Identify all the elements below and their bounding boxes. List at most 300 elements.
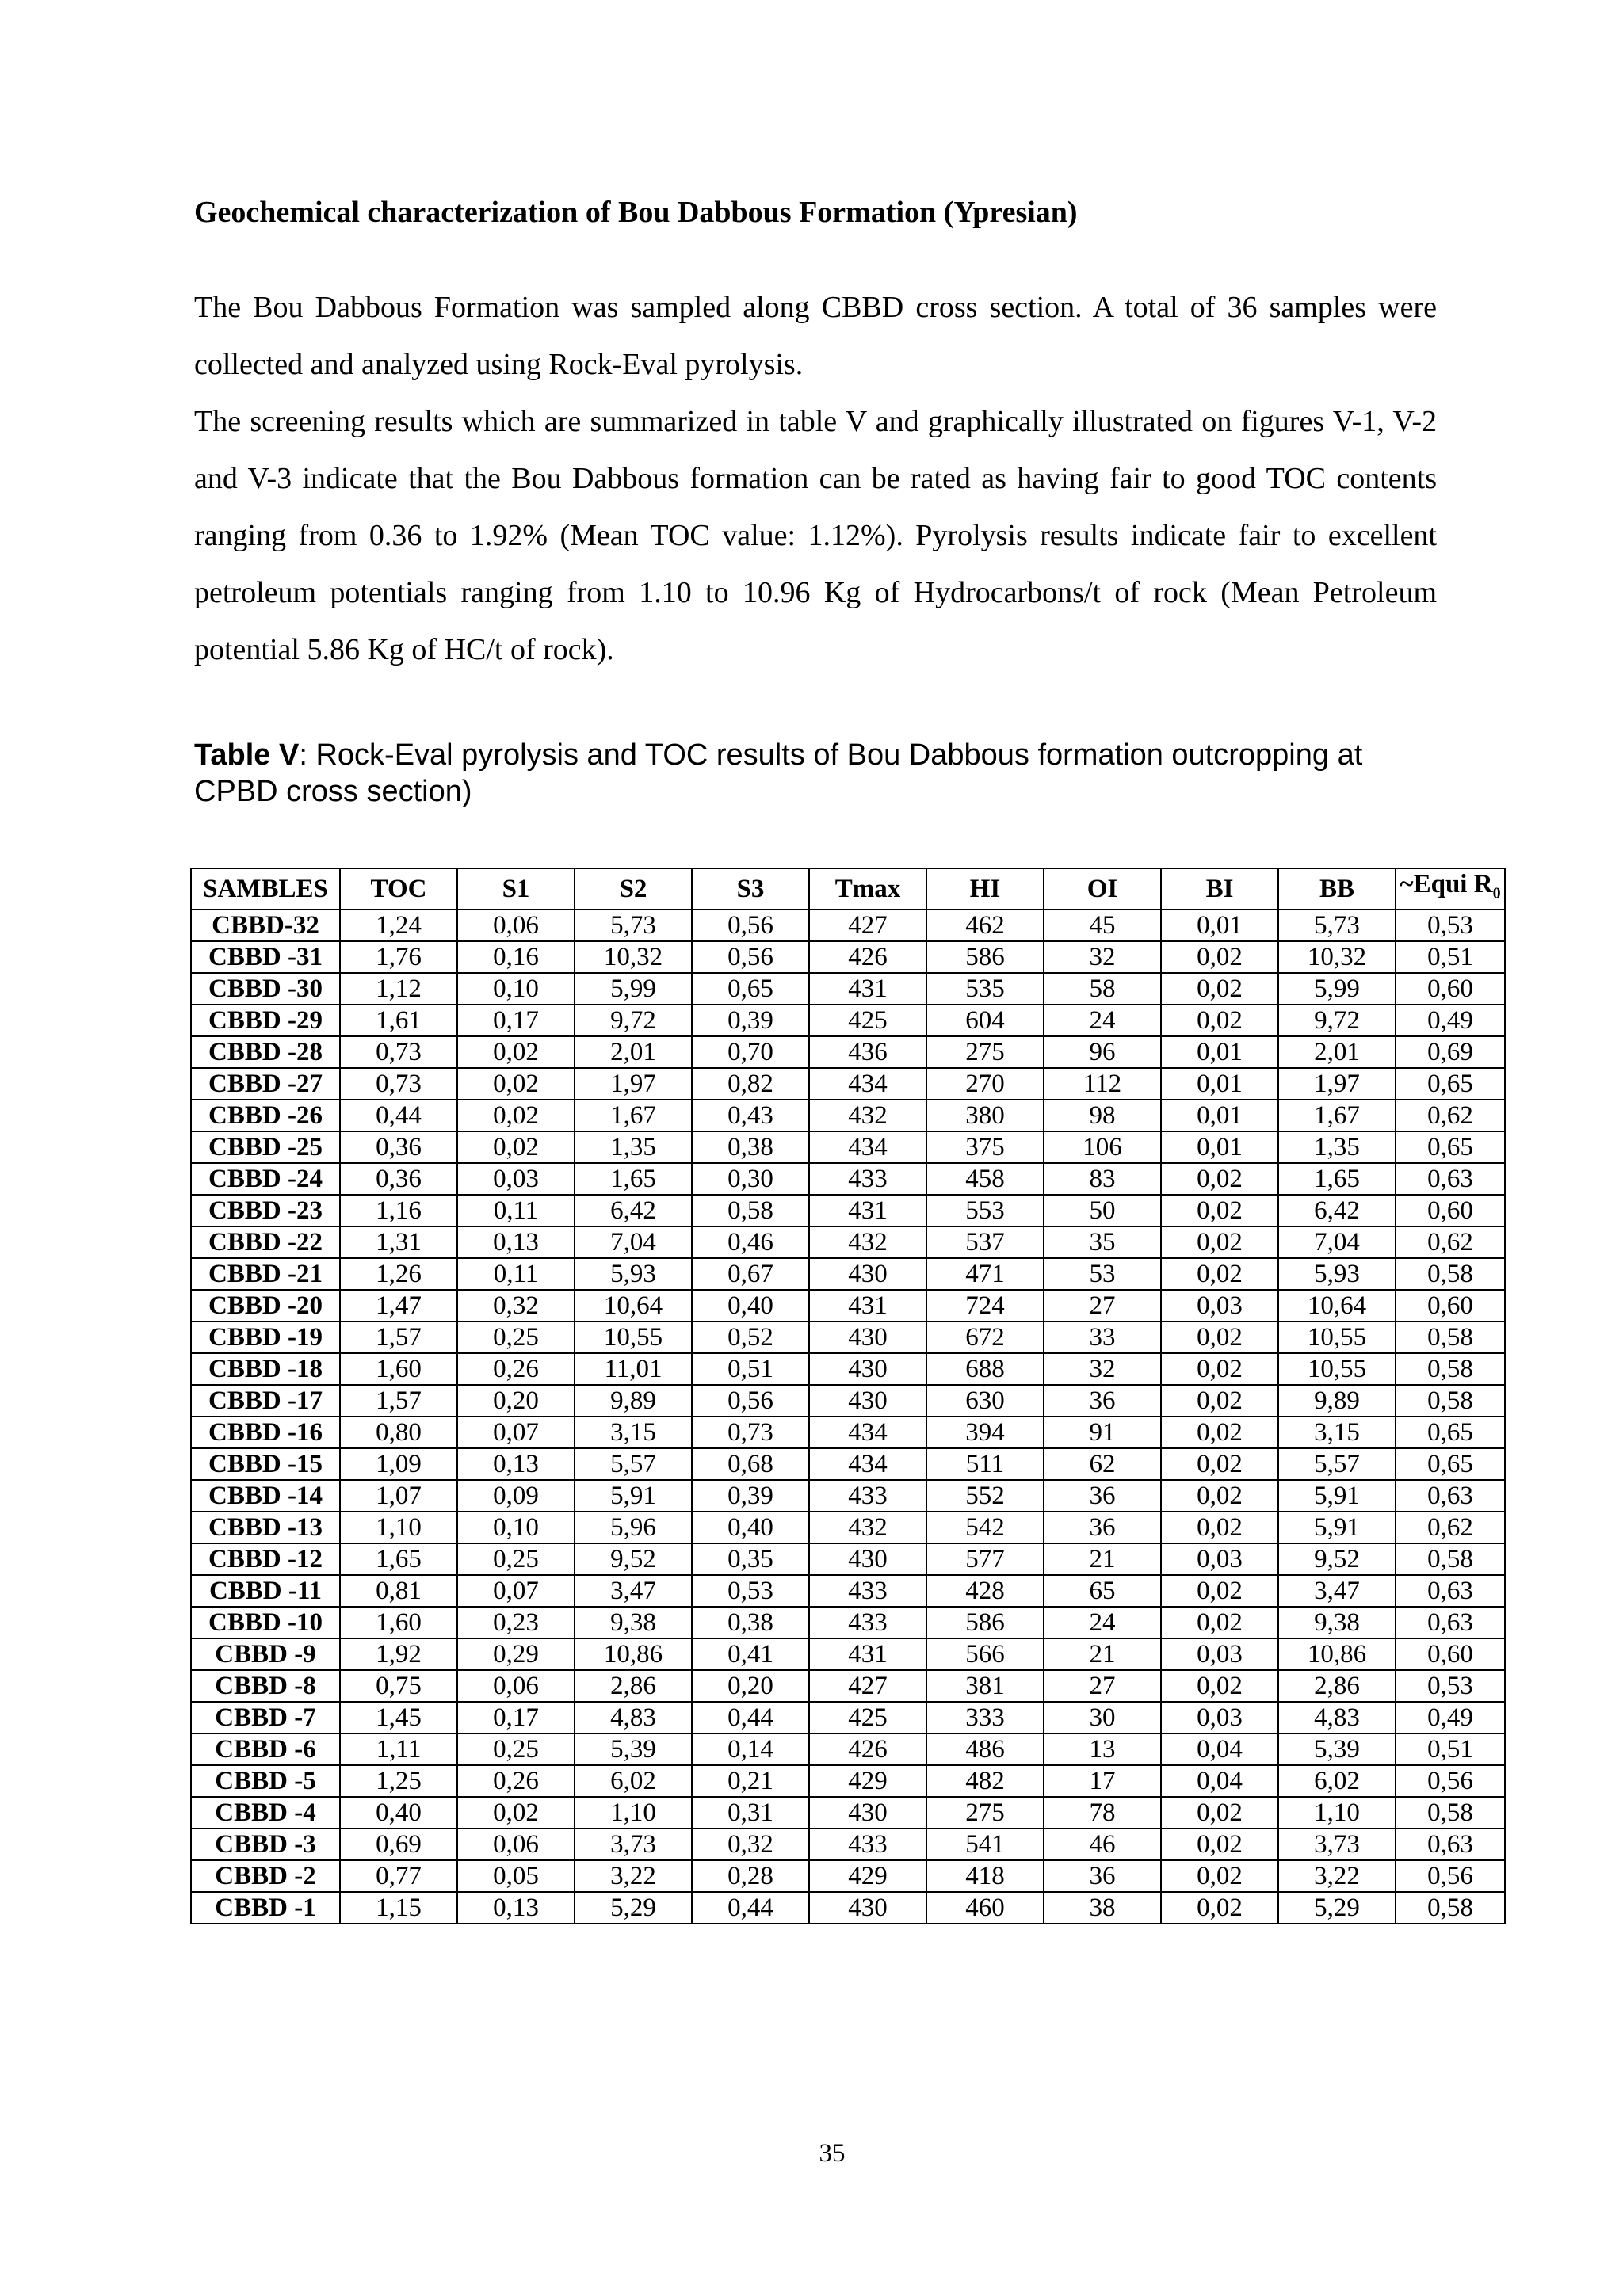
table-cell: 5,39 [1278, 1733, 1396, 1765]
table-cell: 433 [809, 1480, 926, 1512]
table-cell: 6,02 [575, 1765, 692, 1797]
header-cell: S3 [692, 868, 809, 910]
sample-id-cell: CBBD -22 [191, 1226, 340, 1258]
table-cell: 0,63 [1396, 1480, 1505, 1512]
table-cell: 0,58 [1396, 1543, 1505, 1575]
table-cell: 0,73 [340, 1068, 457, 1100]
table-cell: 1,12 [340, 973, 457, 1005]
table-cell: 418 [926, 1860, 1044, 1892]
table-row [191, 1512, 1505, 1543]
table-cell: 6,42 [1278, 1195, 1396, 1226]
table-cell: 0,10 [457, 1512, 575, 1543]
table-cell: 0,02 [457, 1068, 575, 1100]
table-cell: 5,39 [575, 1733, 692, 1765]
table-cell: 380 [926, 1100, 1044, 1131]
table-cell: 0,29 [457, 1638, 575, 1670]
table-cell: 0,40 [692, 1512, 809, 1543]
table-cell: 433 [809, 1607, 926, 1638]
table-cell: 0,01 [1161, 1068, 1278, 1100]
table-cell: 0,09 [457, 1480, 575, 1512]
table-cell: 0,44 [692, 1892, 809, 1924]
table-cell: 275 [926, 1036, 1044, 1068]
sample-id-cell: CBBD -18 [191, 1353, 340, 1385]
sample-id-cell: CBBD -21 [191, 1258, 340, 1290]
table-cell: 38 [1044, 1892, 1161, 1924]
header-cell: S1 [457, 868, 575, 910]
table-cell: 1,92 [340, 1638, 457, 1670]
table-cell: 0,53 [1396, 910, 1505, 941]
table-cell: 552 [926, 1480, 1044, 1512]
table-cell: 33 [1044, 1322, 1161, 1353]
table-cell: 429 [809, 1860, 926, 1892]
table-row [191, 1829, 1505, 1860]
table-cell: 10,55 [575, 1322, 692, 1353]
table-cell: 11,01 [575, 1353, 692, 1385]
table-cell: 96 [1044, 1036, 1161, 1068]
table-cell: 32 [1044, 941, 1161, 973]
table-cell: 434 [809, 1068, 926, 1100]
table-cell: 0,13 [457, 1226, 575, 1258]
table-cell: 434 [809, 1131, 926, 1163]
table-cell: 9,72 [1278, 1005, 1396, 1036]
table-cell: 0,51 [692, 1353, 809, 1385]
sample-id-cell: CBBD -20 [191, 1290, 340, 1322]
table-cell: 36 [1044, 1512, 1161, 1543]
table-cell: 0,01 [1161, 1131, 1278, 1163]
table-cell: 5,91 [575, 1480, 692, 1512]
table-cell: 0,69 [340, 1829, 457, 1860]
table-cell: 394 [926, 1417, 1044, 1448]
table-cell: 5,73 [1278, 910, 1396, 941]
table-cell: 0,65 [1396, 1448, 1505, 1480]
table-cell: 430 [809, 1892, 926, 1924]
table-cell: 50 [1044, 1195, 1161, 1226]
table-cell: 0,62 [1396, 1100, 1505, 1131]
table-cell: 0,25 [457, 1322, 575, 1353]
sample-id-cell: CBBD -4 [191, 1797, 340, 1829]
table-cell: 0,38 [692, 1607, 809, 1638]
table-cell: 688 [926, 1353, 1044, 1385]
table-cell: 0,49 [1396, 1005, 1505, 1036]
sample-id-cell: CBBD -1 [191, 1892, 340, 1924]
table-cell: 5,29 [1278, 1892, 1396, 1924]
table-cell: 432 [809, 1512, 926, 1543]
table-cell: 0,02 [1161, 1829, 1278, 1860]
table-cell: 0,77 [340, 1860, 457, 1892]
table-cell: 10,55 [1278, 1353, 1396, 1385]
table-cell: 3,15 [575, 1417, 692, 1448]
table-cell: 604 [926, 1005, 1044, 1036]
table-cell: 36 [1044, 1860, 1161, 1892]
table-cell: 1,07 [340, 1480, 457, 1512]
sample-id-cell: CBBD -8 [191, 1670, 340, 1702]
table-row [191, 1670, 1505, 1702]
table-cell: 0,38 [692, 1131, 809, 1163]
table-cell: 425 [809, 1005, 926, 1036]
sample-id-cell: CBBD -10 [191, 1607, 340, 1638]
table-cell: 5,91 [1278, 1480, 1396, 1512]
table-cell: 7,04 [575, 1226, 692, 1258]
table-cell: 1,97 [575, 1068, 692, 1100]
page-number: 35 [819, 2139, 846, 2168]
table-cell: 0,02 [1161, 1195, 1278, 1226]
table-cell: 434 [809, 1448, 926, 1480]
rock-eval-table [190, 868, 1506, 1924]
table-cell: 431 [809, 1638, 926, 1670]
paragraph: The Bou Dabbous Formation was sampled along CBBD cross section. A total of 36 samples were collected and analyzed using Rock-Eval pyrolysis. [194, 291, 1437, 381]
table-cell: 0,02 [1161, 1797, 1278, 1829]
sample-id-cell: CBBD -28 [191, 1036, 340, 1068]
table-cell: 1,45 [340, 1702, 457, 1733]
table-cell: 0,02 [1161, 973, 1278, 1005]
table-cell: 30 [1044, 1702, 1161, 1733]
sample-id-cell: CBBD -31 [191, 941, 340, 973]
table-cell: 0,17 [457, 1005, 575, 1036]
table-row [191, 1100, 1505, 1131]
table-cell: 53 [1044, 1258, 1161, 1290]
table-cell: 0,58 [1396, 1385, 1505, 1417]
table-cell: 9,38 [575, 1607, 692, 1638]
sample-id-cell: CBBD -13 [191, 1512, 340, 1543]
table-cell: 1,65 [340, 1543, 457, 1575]
table-cell: 0,58 [1396, 1892, 1505, 1924]
table-cell: 1,67 [1278, 1100, 1396, 1131]
table-cell: 1,10 [340, 1512, 457, 1543]
table-cell: 0,25 [457, 1733, 575, 1765]
table-cell: 6,02 [1278, 1765, 1396, 1797]
table-cell: 553 [926, 1195, 1044, 1226]
table-cell: 275 [926, 1797, 1044, 1829]
table-cell: 10,86 [575, 1638, 692, 1670]
table-cell: 630 [926, 1385, 1044, 1417]
table-cell: 0,81 [340, 1575, 457, 1607]
table-cell: 0,43 [692, 1100, 809, 1131]
table-row [191, 1860, 1505, 1892]
sample-id-cell: CBBD -7 [191, 1702, 340, 1733]
sample-id-cell: CBBD -29 [191, 1005, 340, 1036]
table-cell: 0,40 [692, 1290, 809, 1322]
table-cell: 106 [1044, 1131, 1161, 1163]
table-cell: 5,57 [575, 1448, 692, 1480]
table-cell: 9,38 [1278, 1607, 1396, 1638]
table-cell: 1,47 [340, 1290, 457, 1322]
table-cell: 333 [926, 1702, 1044, 1733]
table-cell: 0,63 [1396, 1575, 1505, 1607]
table-cell: 0,53 [692, 1575, 809, 1607]
table-cell: 3,47 [575, 1575, 692, 1607]
sample-id-cell: CBBD -5 [191, 1765, 340, 1797]
table-cell: 434 [809, 1417, 926, 1448]
table-cell: 9,52 [575, 1543, 692, 1575]
table-row [191, 1702, 1505, 1733]
table-cell: 98 [1044, 1100, 1161, 1131]
table-cell: 460 [926, 1892, 1044, 1924]
table-row [191, 1417, 1505, 1448]
table-cell: 537 [926, 1226, 1044, 1258]
table-cell: 62 [1044, 1448, 1161, 1480]
table-cell: 10,32 [575, 941, 692, 973]
table-cell: 1,60 [340, 1353, 457, 1385]
table-caption-text: : Rock-Eval pyrolysis and TOC results of Bou Dabbous formation outcropping at CPBD cross section) [194, 738, 1363, 808]
table-row [191, 910, 1505, 941]
table-cell: 9,89 [575, 1385, 692, 1417]
table-cell: 21 [1044, 1543, 1161, 1575]
table-cell: 1,25 [340, 1765, 457, 1797]
table-cell: 0,63 [1396, 1607, 1505, 1638]
table-cell: 0,02 [1161, 1163, 1278, 1195]
table-cell: 0,02 [1161, 1448, 1278, 1480]
table-cell: 0,31 [692, 1797, 809, 1829]
table-cell: 427 [809, 910, 926, 941]
table-cell: 24 [1044, 1607, 1161, 1638]
table-cell: 1,10 [1278, 1797, 1396, 1829]
table-cell: 0,52 [692, 1322, 809, 1353]
sample-id-cell: CBBD -6 [191, 1733, 340, 1765]
table-row [191, 973, 1505, 1005]
table-cell: 0,13 [457, 1448, 575, 1480]
header-cell: TOC [340, 868, 457, 910]
table-cell: 426 [809, 941, 926, 973]
table-cell: 4,83 [1278, 1702, 1396, 1733]
table-cell: 0,65 [1396, 1417, 1505, 1448]
table-cell: 0,32 [457, 1290, 575, 1322]
table-cell: 433 [809, 1575, 926, 1607]
table-cell: 482 [926, 1765, 1044, 1797]
table-row [191, 1353, 1505, 1385]
table-cell: 433 [809, 1163, 926, 1195]
sample-id-cell: CBBD -9 [191, 1638, 340, 1670]
table-cell: 0,20 [692, 1670, 809, 1702]
table-cell: 0,02 [1161, 1385, 1278, 1417]
sample-id-cell: CBBD -15 [191, 1448, 340, 1480]
table-cell: 78 [1044, 1797, 1161, 1829]
sample-id-cell: CBBD -25 [191, 1131, 340, 1163]
table-cell: 10,64 [575, 1290, 692, 1322]
table-cell: 0,01 [1161, 1036, 1278, 1068]
table-cell: 0,02 [1161, 1417, 1278, 1448]
table-cell: 0,02 [457, 1036, 575, 1068]
table-cell: 0,56 [1396, 1860, 1505, 1892]
table-cell: 0,13 [457, 1892, 575, 1924]
sample-id-cell: CBBD -16 [191, 1417, 340, 1448]
sample-id-cell: CBBD -14 [191, 1480, 340, 1512]
table-row [191, 1892, 1505, 1924]
table-cell: 2,01 [575, 1036, 692, 1068]
table-cell: 431 [809, 1290, 926, 1322]
table-cell: 462 [926, 910, 1044, 941]
table-cell: 375 [926, 1131, 1044, 1163]
body-text [194, 279, 1437, 678]
table-cell: 0,69 [1396, 1036, 1505, 1068]
table-cell: 0,73 [340, 1036, 457, 1068]
table-cell: 586 [926, 941, 1044, 973]
table-cell: 0,58 [1396, 1258, 1505, 1290]
table-cell: 0,03 [1161, 1290, 1278, 1322]
table-cell: 672 [926, 1322, 1044, 1353]
table-cell: 430 [809, 1385, 926, 1417]
table-cell: 0,06 [457, 1829, 575, 1860]
table-row [191, 1036, 1505, 1068]
table-cell: 0,02 [1161, 1607, 1278, 1638]
table-row [191, 1638, 1505, 1670]
header-cell: BB [1278, 868, 1396, 910]
sample-id-cell: CBBD-32 [191, 910, 340, 941]
table-cell: 0,06 [457, 1670, 575, 1702]
table-cell: 0,82 [692, 1068, 809, 1100]
table-cell: 3,22 [575, 1860, 692, 1892]
table-cell: 471 [926, 1258, 1044, 1290]
table-cell: 2,86 [575, 1670, 692, 1702]
table-cell: 0,60 [1396, 1290, 1505, 1322]
table-row [191, 1322, 1505, 1353]
table-cell: 0,46 [692, 1226, 809, 1258]
table-cell: 1,24 [340, 910, 457, 941]
table-cell: 0,03 [1161, 1543, 1278, 1575]
table-cell: 1,10 [575, 1797, 692, 1829]
table-cell: 428 [926, 1575, 1044, 1607]
table-cell: 5,29 [575, 1892, 692, 1924]
table-cell: 0,28 [692, 1860, 809, 1892]
table-cell: 425 [809, 1702, 926, 1733]
table-cell: 427 [809, 1670, 926, 1702]
table-cell: 36 [1044, 1385, 1161, 1417]
table-cell: 724 [926, 1290, 1044, 1322]
table-cell: 0,07 [457, 1417, 575, 1448]
table-cell: 0,26 [457, 1353, 575, 1385]
table-cell: 270 [926, 1068, 1044, 1100]
table-cell: 10,55 [1278, 1322, 1396, 1353]
table-cell: 430 [809, 1543, 926, 1575]
table-cell: 1,35 [1278, 1131, 1396, 1163]
table-cell: 0,39 [692, 1005, 809, 1036]
table-cell: 0,60 [1396, 1638, 1505, 1670]
table-cell: 0,44 [340, 1100, 457, 1131]
table-cell: 1,31 [340, 1226, 457, 1258]
table-cell: 0,32 [692, 1829, 809, 1860]
table-row [191, 1797, 1505, 1829]
header-cell [1396, 868, 1505, 910]
table-cell: 0,39 [692, 1480, 809, 1512]
table-cell: 5,93 [575, 1258, 692, 1290]
table-cell: 0,14 [692, 1733, 809, 1765]
table-cell: 431 [809, 973, 926, 1005]
table-cell: 0,06 [457, 910, 575, 941]
table-row [191, 1607, 1505, 1638]
table-body [191, 910, 1505, 1924]
header-cell-subscript: 0 [1492, 884, 1501, 902]
table-row [191, 1258, 1505, 1290]
table-cell: 431 [809, 1195, 926, 1226]
table-cell: 566 [926, 1638, 1044, 1670]
table-cell: 1,57 [340, 1385, 457, 1417]
table-cell: 0,36 [340, 1163, 457, 1195]
sample-id-cell: CBBD -19 [191, 1322, 340, 1353]
header-cell: Tmax [809, 868, 926, 910]
table-cell: 0,03 [457, 1163, 575, 1195]
table-cell: 0,02 [1161, 1512, 1278, 1543]
table-cell: 9,72 [575, 1005, 692, 1036]
table-cell: 0,67 [692, 1258, 809, 1290]
table-cell: 0,02 [1161, 1322, 1278, 1353]
table-cell: 9,52 [1278, 1543, 1396, 1575]
table-cell: 1,61 [340, 1005, 457, 1036]
table-cell: 0,51 [1396, 941, 1505, 973]
table-cell: 0,17 [457, 1702, 575, 1733]
table-cell: 2,01 [1278, 1036, 1396, 1068]
table-cell: 24 [1044, 1005, 1161, 1036]
table-cell: 0,01 [1161, 910, 1278, 941]
table-cell: 0,30 [692, 1163, 809, 1195]
table-cell: 0,03 [1161, 1702, 1278, 1733]
table-cell: 0,04 [1161, 1733, 1278, 1765]
sample-id-cell: CBBD -27 [191, 1068, 340, 1100]
table-row [191, 1163, 1505, 1195]
table-cell: 0,36 [340, 1131, 457, 1163]
table-row [191, 1290, 1505, 1322]
table-cell: 10,32 [1278, 941, 1396, 973]
table-cell: 32 [1044, 1353, 1161, 1385]
sample-id-cell: CBBD -11 [191, 1575, 340, 1607]
table-cell: 0,62 [1396, 1226, 1505, 1258]
header-cell: BI [1161, 868, 1278, 910]
table-cell: 0,62 [1396, 1512, 1505, 1543]
table-cell: 0,02 [1161, 1353, 1278, 1385]
table-cell: 3,22 [1278, 1860, 1396, 1892]
sample-id-cell: CBBD -12 [191, 1543, 340, 1575]
table-row [191, 1385, 1505, 1417]
table-cell: 10,86 [1278, 1638, 1396, 1670]
table-row [191, 1131, 1505, 1163]
table-cell: 0,41 [692, 1638, 809, 1670]
table-cell: 0,75 [340, 1670, 457, 1702]
table-header-row [191, 868, 1505, 910]
table-cell: 83 [1044, 1163, 1161, 1195]
table-cell: 0,02 [1161, 1860, 1278, 1892]
table-cell: 112 [1044, 1068, 1161, 1100]
table-cell: 0,02 [457, 1131, 575, 1163]
table-cell: 2,86 [1278, 1670, 1396, 1702]
table-cell: 3,15 [1278, 1417, 1396, 1448]
table-cell: 3,73 [1278, 1829, 1396, 1860]
table-cell: 0,63 [1396, 1163, 1505, 1195]
table-cell: 45 [1044, 910, 1161, 941]
table-cell: 430 [809, 1353, 926, 1385]
table-row [191, 1195, 1505, 1226]
table-cell: 7,04 [1278, 1226, 1396, 1258]
table-cell: 430 [809, 1322, 926, 1353]
table-cell: 1,60 [340, 1607, 457, 1638]
table-cell: 0,23 [457, 1607, 575, 1638]
table-cell: 1,57 [340, 1322, 457, 1353]
table-cell: 0,53 [1396, 1670, 1505, 1702]
table-cell: 430 [809, 1258, 926, 1290]
table-cell: 1,65 [1278, 1163, 1396, 1195]
table-cell: 0,60 [1396, 1195, 1505, 1226]
table-cell: 535 [926, 973, 1044, 1005]
table-cell: 13 [1044, 1733, 1161, 1765]
table-cell: 0,65 [1396, 1068, 1505, 1100]
table-cell: 0,10 [457, 973, 575, 1005]
table-cell: 0,56 [692, 1385, 809, 1417]
table-row [191, 1005, 1505, 1036]
sample-id-cell: CBBD -30 [191, 973, 340, 1005]
sample-id-cell: CBBD -26 [191, 1100, 340, 1131]
table-cell: 0,44 [692, 1702, 809, 1733]
table-cell: 0,65 [692, 973, 809, 1005]
table-cell: 0,58 [1396, 1797, 1505, 1829]
table-cell: 0,58 [692, 1195, 809, 1226]
sample-id-cell: CBBD -24 [191, 1163, 340, 1195]
